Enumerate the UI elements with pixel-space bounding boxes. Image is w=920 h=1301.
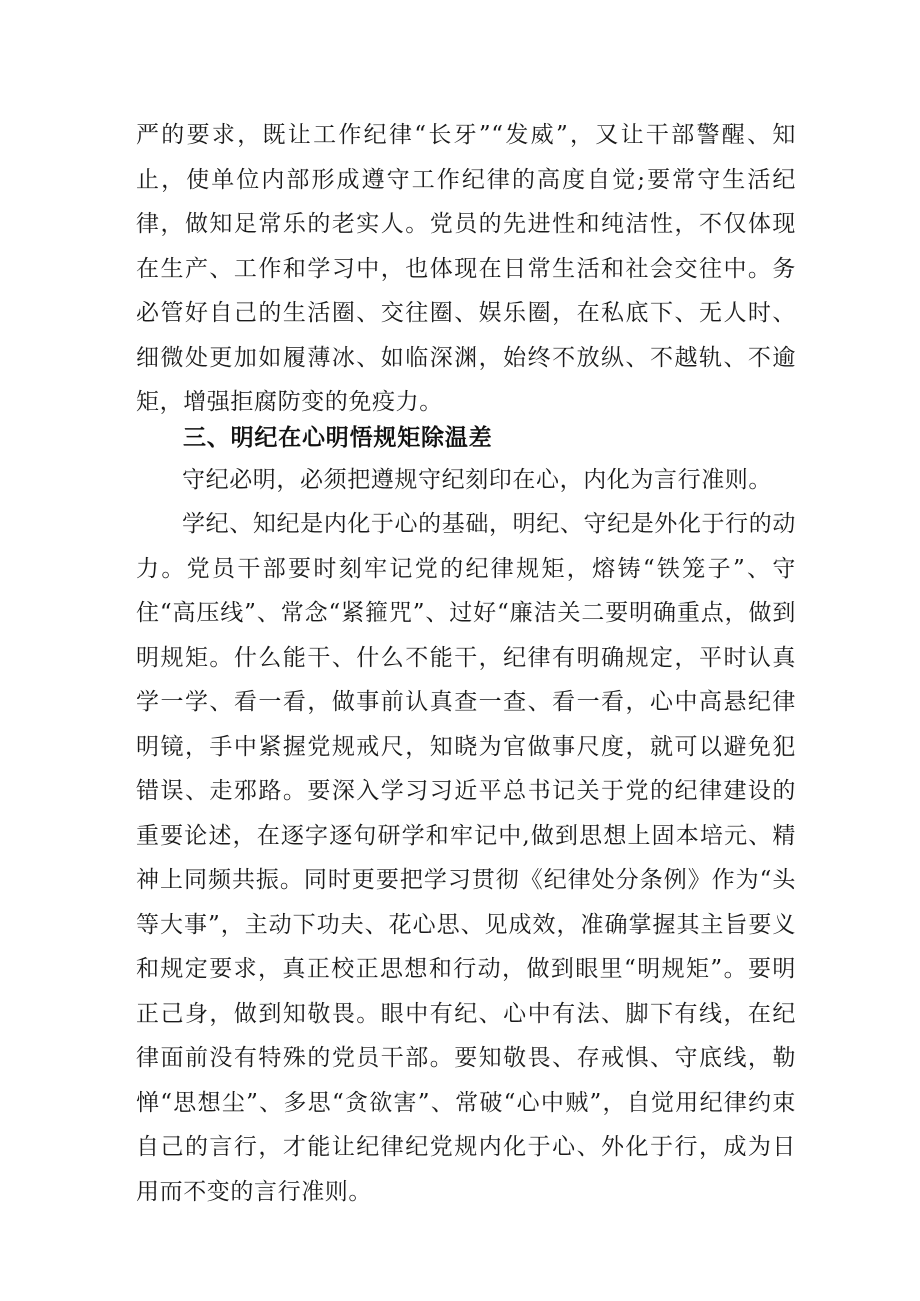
body-paragraph: 守纪必明，必须把遵规守纪刻印在心，内化为言行准则。 <box>182 467 772 493</box>
body-paragraph: 严的要求，既让工作纪律“长牙”“发威”，又让干部警醒、知止，使单位内部形成遵守工作纪律的高度自觉;要常守生活纪律，做知足常乐的老实人。党员的先进性和纯洁性，不仅体现在生产、工作和学习中，也体现在日常生活和社会交往中。务必管好自己的生活圈、交往圈、娱乐圈，在私底下、无人时、细微处更加如履薄冰、如临深渊，始终不放纵、不越轨、不逾矩，增强拒腐防变的免疫力。 <box>136 122 796 415</box>
section-heading: 三、明纪在心明悟规矩除温差 <box>183 425 493 451</box>
body-paragraph: 学纪、知纪是内化于心的基础，明纪、守纪是外化于行的动力。党员干部要时刻牢记党的纪律规矩，熔铸“铁笼子”、守住“高压线”、常念“紧箍咒”、过好“廉洁关二要明确重点，做到明规矩。什么能干、什么不能干，纪律有明确规定，平时认真学一学、看一看，做事前认真查一查、看一看，心中高悬纪律明镜，手中紧握党规戒尺，知晓为官做事尺度，就可以避免犯错误、走邪路。要深入学习习近平总书记关于党的纪律建设的重要论述，在逐字逐句研学和牢记中,做到思想上固本培元、精神上同频共振。同时更要把学习贯彻《纪律处分条例》作为“头等大事”，主动下功夫、花心思、见成效，准确掌握其主旨要义和规定要求，真正校正思想和行动，做到眼里“明规矩”。要明正己身，做到知敬畏。眼中有纪、心中有法、脚下有线，在纪律面前没有特殊的党员干部。要知敬畏、存戒惧、守底线，勒惮“思想尘”、多思“贪欲害”、常破“心中贼”，自觉用纪律约束自己的言行，才能让纪律纪党规内化于心、外化于行，成为日用而不变的言行准则。 <box>136 511 796 1205</box>
